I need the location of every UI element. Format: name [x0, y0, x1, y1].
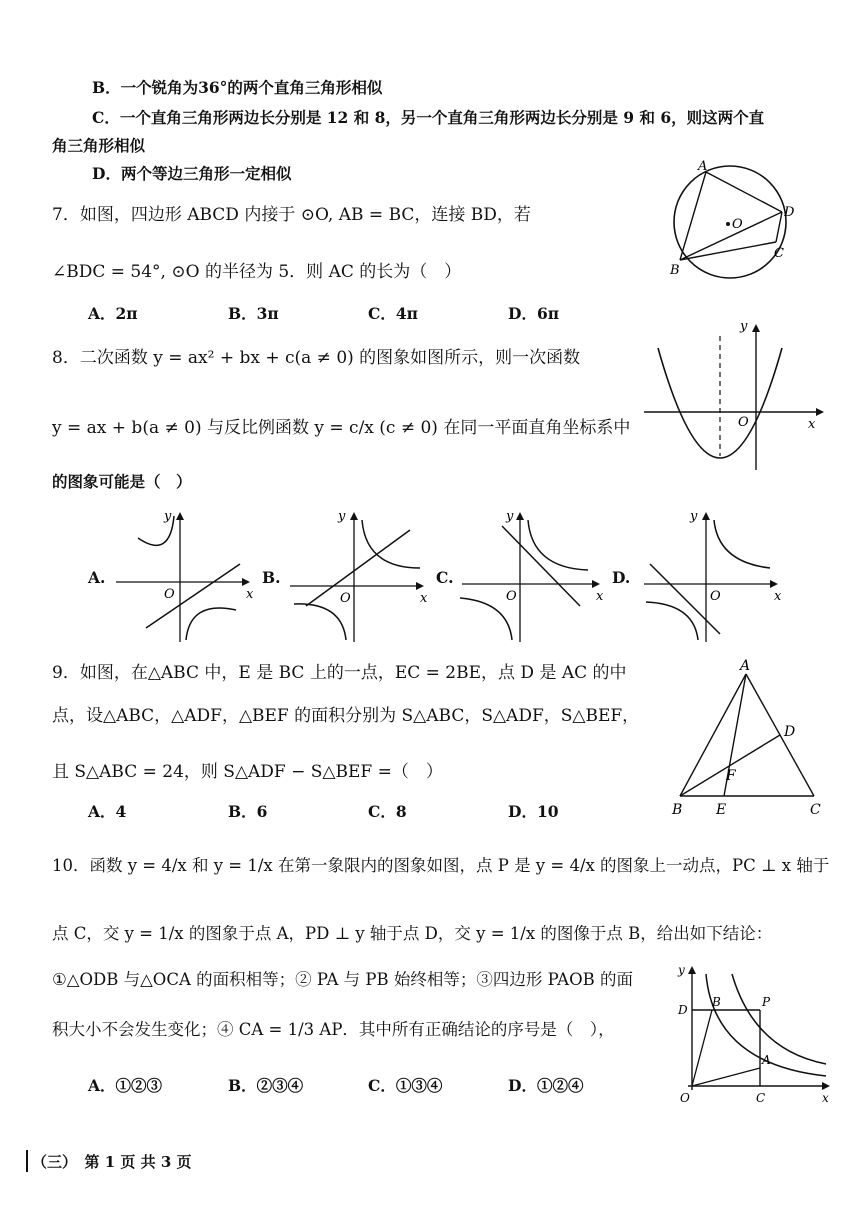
label-b: B [672, 802, 683, 818]
x-axis-arrow [416, 582, 424, 590]
label-x: x [246, 587, 254, 602]
label-b: B [670, 263, 680, 278]
label-x: x [774, 589, 782, 604]
label-d: D [784, 205, 795, 220]
label-d: D [784, 724, 796, 740]
label-y: y [164, 509, 172, 524]
hyperbola-branch-3rd [460, 598, 512, 640]
q10-stem-line4: 积大小不会发生变化；④ CA = 1/3 AP．其中所有正确结论的序号是（ ）， [52, 1020, 615, 1039]
label-c: C [810, 802, 821, 818]
q8-option-a-graph [112, 506, 262, 646]
q9-option-a: A．4 [88, 802, 127, 821]
label-c: C [756, 1091, 766, 1105]
label-y: y [506, 509, 514, 524]
q9-triangle-figure [666, 656, 836, 822]
q10-option-a: A．①②③ [88, 1076, 163, 1095]
y-axis-arrow [176, 512, 184, 520]
curve-y-4-over-x [732, 974, 826, 1064]
q7-option-a: A．2π [88, 304, 138, 323]
chord-ad [706, 172, 782, 212]
q7-option-b: B．3π [228, 304, 279, 323]
q8-stem-line1: 8．二次函数 y = ax² + bx + c(a ≠ 0) 的图象如图所示，则一次函数 [52, 348, 581, 368]
q7-stem-line1: 7．如图，四边形 ABCD 内接于 ⊙O, AB = BC，连接 BD，若 [52, 205, 531, 225]
q8-stem-line3: 的图象可能是（ ） [52, 472, 192, 491]
q8-stem-line2: y = ax + b(a ≠ 0) 与反比例函数 y = c/x (c ≠ 0) 在同一平面直角坐标系中 [52, 418, 631, 438]
label-o: O [506, 589, 517, 604]
q7-option-c: C．4π [368, 304, 418, 323]
q6-option-d: D．两个等边三角形一定相似 [92, 164, 292, 183]
y-axis-arrow [702, 512, 710, 520]
label-c: C [774, 246, 784, 261]
label-y: y [690, 509, 698, 524]
x-axis-arrow [242, 578, 250, 586]
label-b: B [712, 995, 721, 1009]
q10-stem-line1: 10．函数 y = 4/x 和 y = 1/x 在第一象限内的图象如图，点 P 是 y = 4/x 的图象上一动点，PC ⊥ x 轴于 [52, 856, 830, 875]
label-e: E [716, 802, 727, 818]
q8-option-a-label: A. [88, 568, 106, 587]
label-y: y [338, 509, 346, 524]
x-axis-arrow [816, 408, 824, 416]
label-x: x [822, 1091, 829, 1105]
chord-dc [776, 212, 782, 242]
q8-option-c-label: C. [436, 568, 454, 587]
label-y: y [740, 319, 748, 334]
label-f: F [726, 768, 736, 784]
chord-bc [680, 242, 776, 260]
q9-stem-line2: 点，设△ABC，△ADF，△BEF 的面积分别为 S△ABC，S△ADF，S△BEF， [52, 706, 640, 726]
label-y: y [678, 963, 685, 977]
label-o: O [710, 589, 721, 604]
q7-circle-figure [660, 156, 810, 286]
center-dot [726, 222, 730, 226]
q9-option-b: B．6 [228, 802, 268, 821]
q9-option-d: D．10 [508, 802, 559, 821]
q10-stem-line2: 点 C，交 y = 1/x 的图象于点 A，PD ⊥ y 轴于点 D，交 y = 1/x 的图像于点 B，给出如下结论： [52, 924, 773, 943]
hyperbola-branch-1st [714, 520, 770, 568]
y-axis-arrow [516, 512, 524, 520]
q8-option-b-graph [286, 506, 436, 646]
q6-option-c-line1: C．一个直角三角形两边长分别是 12 和 8，另一个直角三角形两边长分别是 9 和 6，则这两个直 [92, 108, 765, 127]
label-x: x [596, 589, 604, 604]
label-o: O [680, 1091, 690, 1105]
x-axis-arrow [770, 580, 778, 588]
label-o: O [738, 415, 749, 430]
q6-option-b: B．一个锐角为36°的两个直角三角形相似 [92, 78, 383, 97]
hyperbola-branch-3rd [294, 604, 346, 640]
linear-line [306, 530, 410, 606]
segment-ob [692, 1010, 712, 1086]
q9-stem-line1: 9．如图，在△ABC 中，E 是 BC 上的一点，EC = 2BE，点 D 是 AC 的中 [52, 663, 627, 683]
chord-ab [680, 172, 706, 260]
x-axis-arrow [822, 1082, 830, 1090]
y-axis-arrow [752, 324, 760, 332]
q8-option-d-label: D. [612, 568, 631, 587]
label-a: A [698, 159, 708, 174]
q10-stem-line3: ①△ODB 与△OCA 的面积相等；② PA 与 PB 始终相等；③四边形 PAOB 的面 [52, 970, 633, 989]
q8-option-c-graph [458, 506, 608, 646]
q10-option-c: C．①③④ [368, 1076, 443, 1095]
label-x: x [420, 591, 428, 606]
label-o: O [164, 587, 175, 602]
segment-bd [680, 735, 780, 796]
label-o: O [340, 591, 351, 606]
side-ab [680, 674, 746, 796]
footer-left-bar [26, 1150, 28, 1172]
label-d: D [678, 1003, 688, 1017]
segment-oa [692, 1068, 760, 1086]
q9-option-c: C．8 [368, 802, 407, 821]
q9-stem-line3: 且 S△ABC = 24，则 S△ADF − S△BEF =（ ） [52, 762, 443, 782]
label-p: P [762, 995, 771, 1009]
label-x: x [808, 417, 816, 432]
q10-coordinate-figure [676, 960, 836, 1110]
hyperbola-branch-4th [186, 608, 236, 640]
q8-option-d-graph [640, 506, 790, 646]
hyperbola-branch-3rd [646, 602, 698, 640]
q7-option-d: D．6π [508, 304, 560, 323]
label-a: A [762, 1053, 771, 1067]
label-a: A [740, 658, 751, 674]
q8-parabola-figure [640, 318, 830, 478]
q10-option-b: B．②③④ [228, 1076, 304, 1095]
q8-option-b-label: B. [262, 568, 281, 587]
x-axis-arrow [592, 580, 600, 588]
chord-bd [680, 212, 782, 260]
y-axis-arrow [688, 966, 696, 974]
label-o: O [732, 217, 743, 232]
page-footer: （三） 第 1 页 共 3 页 [32, 1153, 192, 1171]
y-axis-arrow [350, 512, 358, 520]
q10-option-d: D．①②④ [508, 1076, 584, 1095]
q7-stem-line2: ∠BDC = 54°, ⊙O 的半径为 5．则 AC 的长为（ ） [52, 262, 462, 282]
q6-option-c-line2: 角三角形相似 [52, 136, 146, 155]
